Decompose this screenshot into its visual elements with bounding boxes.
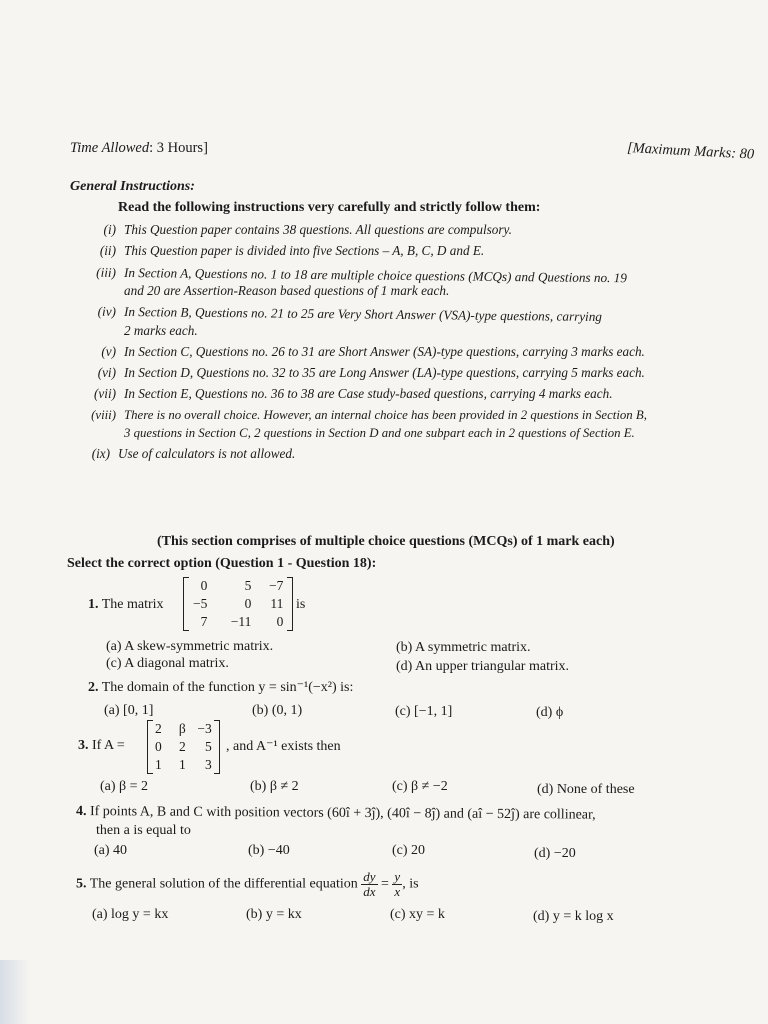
- instruction-item: (iv) In Section B, Questions no. 21 to 25 are Very Short Answer (VSA)-type questions, carrying: [97, 303, 603, 325]
- question-5: 5. The general solution of the differential equation $\frac{dy}{dx}$ = $\frac{y}{x}$ , is: [76, 869, 419, 899]
- option-c: (c) 20: [392, 843, 426, 858]
- q3-matrix: 2 β −3 0 2 5 1 1 3: [147, 720, 220, 774]
- question-3: 3. If A =: [78, 738, 125, 753]
- option-a: (a) A skew-symmetric matrix.: [106, 639, 274, 654]
- question-1: 1. The matrix: [88, 597, 164, 612]
- instruction-item: (vii) In Section E, Questions no. 36 to 38 are Case study-based questions, carrying 4 marks each.: [94, 386, 613, 401]
- general-instructions-title: General Instructions:: [70, 179, 195, 194]
- question-4: 4. If points A, B and C with position vectors (60î + 3ĵ), (40î − 8ĵ) and (aî − 52ĵ) are collinear,: [75, 804, 596, 823]
- option-a: (a) log y = kx: [92, 907, 169, 922]
- q1-post: is: [296, 597, 306, 612]
- instruction-item-continued: and 20 are Assertion-Reason based questions of 1 mark each.: [124, 283, 450, 298]
- instructions-lead: Read the following instructions very carefully and strictly follow them:: [118, 200, 541, 215]
- option-b: (b) (0, 1): [252, 703, 303, 718]
- option-d: (d) y = k log x: [533, 909, 614, 924]
- q1-matrix: 0 5 −7 −5 0 11 7 −11 0: [183, 577, 293, 631]
- q3-post: , and A⁻¹ exists then: [226, 739, 341, 754]
- dy-dx-fraction: $\frac{dy}{dx}$: [363, 869, 376, 899]
- section-note: (This section comprises of multiple choice questions (MCQs) of 1 mark each): [157, 534, 615, 549]
- y-x-fraction: $\frac{y}{x}$: [394, 869, 401, 899]
- select-line: Select the correct option (Question 1 - Question 18):: [67, 556, 377, 571]
- option-c: (c) β ≠ −2: [392, 779, 448, 794]
- option-b: (b) β ≠ 2: [250, 779, 299, 794]
- option-a: (a) 40: [94, 843, 128, 858]
- instruction-item-continued: 3 questions in Section C, 2 questions in Section D and one subpart each in 2 questions of Section E.: [124, 426, 635, 440]
- option-c: (c) xy = k: [390, 907, 445, 922]
- maximum-marks: [Maximum Marks: 80: [626, 140, 755, 163]
- instruction-item: (v) In Section C, Questions no. 26 to 31 are Short Answer (SA)-type questions, carrying 3 marks each.: [101, 344, 645, 359]
- instruction-item: (viii) There is no overall choice. However, an internal choice has been provided in 2 questions in Section B,: [91, 408, 647, 422]
- instruction-item: (i) This Question paper contains 38 questions. All questions are compulsory.: [103, 222, 512, 237]
- instruction-item: (iii) In Section A, Questions no. 1 to 18 are multiple choice questions (MCQs) and Questions no. 19: [96, 264, 627, 286]
- option-b: (b) y = kx: [246, 907, 302, 922]
- option-d: (d) An upper triangular matrix.: [396, 659, 570, 674]
- option-d: (d) ϕ: [536, 705, 564, 720]
- instruction-item: (ii) This Question paper is divided into five Sections – A, B, C, D and E.: [99, 243, 485, 258]
- q4-continued: then a is equal to: [96, 823, 191, 838]
- instruction-item-continued: 2 marks each.: [124, 323, 198, 338]
- option-d: (d) None of these: [537, 782, 635, 797]
- option-d: (d) −20: [534, 846, 576, 861]
- page-edge-shadow: [0, 960, 30, 1024]
- option-a: (a) β = 2: [100, 779, 149, 794]
- instruction-item: (ix) Use of calculators is not allowed.: [91, 446, 296, 461]
- option-b: (b) A symmetric matrix.: [396, 640, 531, 655]
- time-allowed: Time Allowed: 3 Hours]: [70, 140, 208, 156]
- option-c: (c) [−1, 1]: [395, 704, 453, 719]
- instruction-item: (vi) In Section D, Questions no. 32 to 35 are Long Answer (LA)-type questions, carrying 5 marks each.: [97, 365, 645, 380]
- option-c: (c) A diagonal matrix.: [106, 656, 229, 671]
- option-a: (a) [0, 1]: [104, 703, 154, 718]
- option-b: (b) −40: [248, 843, 290, 858]
- question-2: 2. The domain of the function y = sin⁻¹(−x²) is:: [88, 680, 354, 695]
